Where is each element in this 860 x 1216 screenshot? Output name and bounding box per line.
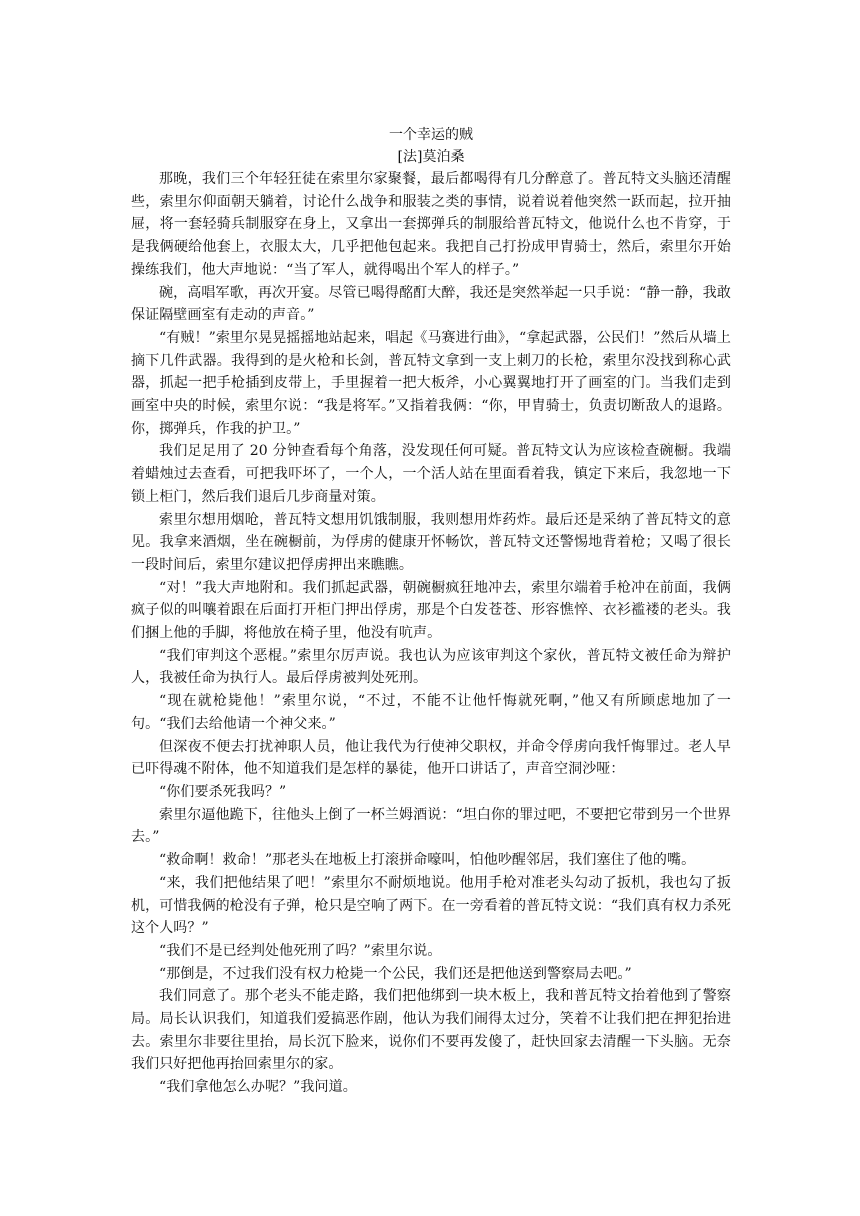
paragraph: “我们不是已经判处他死刑了吗？”索里尔说。 <box>159 942 442 959</box>
paragraph: 那晚，我们三个年轻狂徒在索里尔家聚餐，最后都喝得有几分醉意了。普瓦特文头脑还清醒些，索里尔仰面朝天躺着，讨论什么战争和服装之类的事情，说着说着他突然一跃而起，拉开抽屉，将一套轻骑兵制服穿在身上，又拿出一套掷弹兵的制服给普瓦特文，他说什么也不肯穿，于是我俩硬给他套上，衣服太大，几乎把他包起来。我把自己打扮成甲胄骑士，然后，索里尔开始操练我们，他大声地说：“当了军人，就得喝出个军人的样子。” <box>131 171 731 278</box>
paragraph: 碗，高唱军歌，再次开宴。尽管已喝得酩酊大醉，我还是突然举起一只手说：“静一静，我敢保证隔壁画室有走动的声音。” <box>131 284 731 324</box>
paragraph: “救命啊！救命！”那老头在地板上打滚拼命嚎叫，怕他吵醒邻居，我们塞住了他的嘴。 <box>159 852 696 869</box>
paragraph: 但深夜不便去打扰神职人员，他让我代为行使神父职权，并命令俘虏向我忏悔罪过。老人早已吓得魂不附体，他不知道我们是怎样的暴徒，他开口讲话了，声音空洞沙哑： <box>131 738 731 778</box>
paragraph: “我们拿他怎么办呢？”我问道。 <box>159 1079 357 1096</box>
document-body <box>131 168 731 1099</box>
paragraph: 我们足足用了 20 分钟查看每个角落，没发现任何可疑。普瓦特文认为应该检查碗橱。我端着蜡烛过去查看，可把我吓坏了，一个人，一个活人站在里面看着我，镇定下来后，我忽地一下锁上柜门，然后我们退后几步商量对策。 <box>131 443 731 505</box>
document-title: 一个幸运的贼 <box>389 127 473 143</box>
paragraph: 我们同意了。那个老头不能走路，我们把他绑到一块木板上，我和普瓦特文抬着他到了警察局。局长认识我们，知道我们爱搞恶作剧，他认为我们闹得太过分，笑着不让我们把在押犯抬进去。索里尔非要往里抬，局长沉下脸来，说你们不要再发傻了，赶快回家去清醒一下头脑。无奈我们只好把他再抬回索里尔的家。 <box>131 988 731 1073</box>
paragraph: “那倒是，不过我们没有权力枪毙一个公民，我们还是把他送到警察局去吧。” <box>159 965 632 982</box>
paragraph: “我们审判这个恶棍。”索里尔厉声说。我也认为应该审判这个家伙，普瓦特文被任命为辩护人，我被任命为执行人。最后俘虏被判处死刑。 <box>131 647 731 687</box>
paragraph: “你们要杀死我吗？” <box>159 783 287 800</box>
paragraph: “现在就枪毙他！”索里尔说，“不过，不能不让他忏悔就死啊，”他又有所顾虑地加了一句。“我们去给他请一个神父来。” <box>131 693 731 732</box>
paragraph: “来，我们把他结果了吧！”索里尔不耐烦地说。他用手枪对准老头勾动了扳机，我也勾了扳机，可惜我俩的枪没有子弹，枪只是空响了两下。在一旁看着的普瓦特文说：“我们真有权力杀死这个人吗？” <box>131 874 731 937</box>
document-page <box>131 124 731 1099</box>
paragraph: 索里尔逼他跪下，往他头上倒了一杯兰姆酒说：“坦白你的罪过吧，不要把它带到另一个世界去。” <box>131 806 731 846</box>
document-author: [法]莫泊桑 <box>397 149 465 165</box>
paragraph: “有贼！”索里尔晃晃摇摇地站起来，唱起《马赛进行曲》，“拿起武器，公民们！”然后从墙上摘下几件武器。我得到的是火枪和长剑，普瓦特文拿到一支上刺刀的长枪，索里尔没找到称心武器，抓起一把手枪插到皮带上，手里握着一把大板斧，小心翼翼地打开了画室的门。当我们走到画室中央的时候，索里尔说：“我是将军。”又指着我俩：“你，甲胄骑士，负责切断敌人的退路。你，掷弹兵，作我的护卫。” <box>131 329 731 437</box>
paragraph: “对！”我大声地附和。我们抓起武器，朝碗橱疯狂地冲去，索里尔端着手枪冲在前面，我俩疯子似的叫嚷着跟在后面打开柜门押出俘虏，那是个白发苍苍、形容憔悴、衣衫褴褛的老头。我们捆上他的手脚，将他放在椅子里，他没有吭声。 <box>131 579 731 642</box>
paragraph: 索里尔想用烟呛，普瓦特文想用饥饿制服，我则想用炸药炸。最后还是采纳了普瓦特文的意见。我拿来酒烟，坐在碗橱前，为俘虏的健康开怀畅饮，普瓦特文还警惕地背着枪；又喝了很长一段时间后，索里尔建议把俘虏押出来瞧瞧。 <box>131 511 731 573</box>
